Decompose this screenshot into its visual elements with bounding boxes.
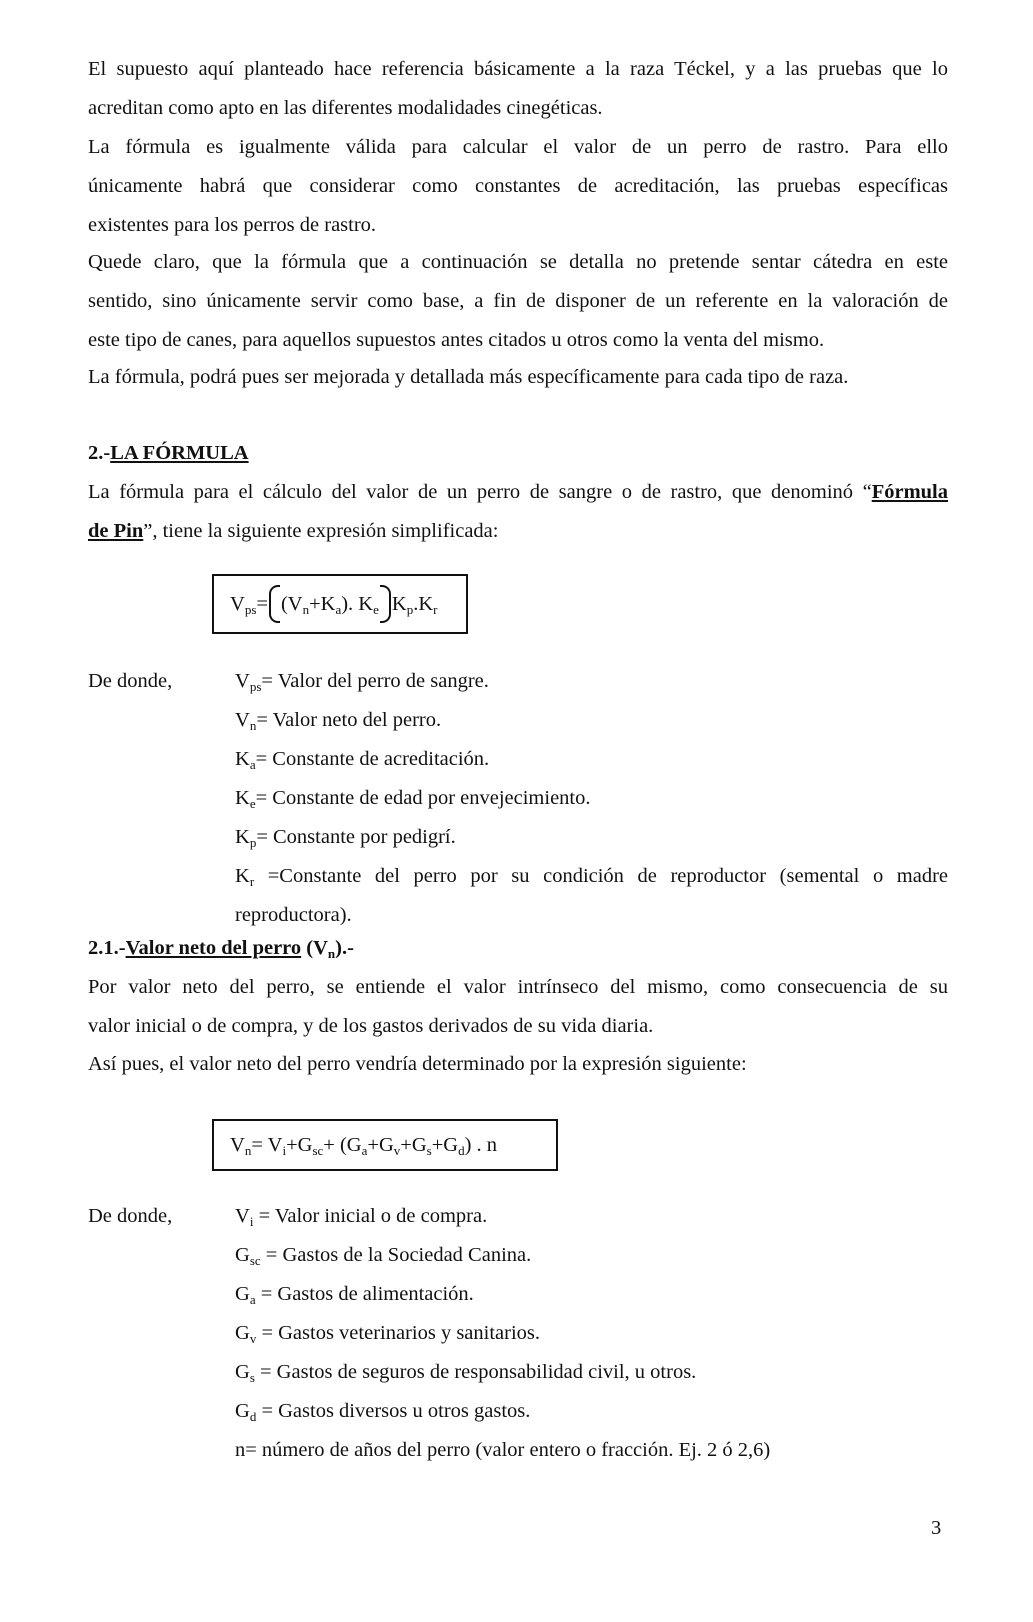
definition-item: [235, 1236, 948, 1275]
subscript: a: [361, 1142, 368, 1158]
subscript: v: [393, 1142, 401, 1158]
definitions-lead: De donde,: [88, 670, 173, 692]
subscript: s: [249, 1370, 255, 1385]
symbol: K: [391, 592, 407, 615]
definition-item: [235, 1392, 948, 1431]
symbol: K: [235, 826, 250, 848]
text-line: únicamente habrá que considerar como constantes de acreditación, las pruebas específicas: [88, 175, 948, 197]
intro-paragraph-2: [88, 128, 948, 245]
equals-sign: =: [256, 592, 268, 615]
subscript: n: [244, 1142, 252, 1158]
definition-item: [235, 701, 948, 740]
definition-text: = Gastos veterinarios y sanitarios.: [256, 1322, 541, 1344]
definition-text: = Gastos de la Sociedad Canina.: [260, 1244, 532, 1266]
symbol: V: [235, 670, 250, 692]
symbol: (V: [301, 937, 328, 959]
section-2-intro: [88, 473, 948, 551]
definition-text: = Gastos de alimentación.: [255, 1283, 474, 1305]
symbol: + (G: [323, 1133, 362, 1156]
symbol: V: [230, 1133, 245, 1156]
symbol: +G: [286, 1133, 313, 1156]
formula-inner: [281, 593, 379, 616]
intro-paragraph-3: [88, 243, 948, 360]
subscript: d: [458, 1142, 465, 1158]
formula-name-bold: de Pin: [88, 520, 144, 542]
definition-item-continued: reproductora).: [235, 904, 352, 926]
formula-vps: [230, 593, 268, 616]
section-2-1-paragraph-1: [88, 968, 948, 1046]
symbol: ) . n: [464, 1133, 498, 1156]
definition-text: = Valor del perro de sangre.: [261, 670, 489, 692]
text-line: sentido, sino únicamente servir como base, a fin de disponer de un referente en la valoración de: [88, 290, 948, 312]
subscript: v: [249, 1331, 257, 1346]
section-title: LA FÓRMULA: [110, 442, 249, 464]
definition-item: [235, 1353, 948, 1392]
subscript: ps: [249, 679, 262, 694]
formula-box-net-value: [212, 1119, 558, 1171]
symbol: (V: [280, 592, 303, 615]
definition-text: = Valor neto del perro.: [256, 709, 442, 731]
symbol: K: [235, 787, 250, 809]
text-line: este tipo de canes, para aquellos supuestos antes citados u otros como la venta del mismo.: [88, 329, 825, 351]
symbol: +G: [400, 1133, 427, 1156]
symbol: V: [235, 709, 250, 731]
section-number: 2.-: [88, 442, 111, 464]
symbol: K: [235, 748, 250, 770]
text-line: Por valor neto del perro, se entiende el valor intrínseco del mismo, como consecuencia de su: [88, 976, 948, 998]
formula-name-bold: Fórmula: [871, 481, 948, 503]
symbol: G: [235, 1244, 250, 1266]
subscript: a: [249, 1292, 256, 1307]
text-fragment: La fórmula para el cálculo del valor de un perro de sangre o de rastro, que denominó “: [88, 481, 872, 503]
symbol: +G: [431, 1133, 459, 1156]
subscript: i: [282, 1142, 287, 1158]
subscript: e: [249, 796, 256, 811]
section-2-1-paragraph-2: [88, 1045, 948, 1084]
symbol: V: [235, 1205, 250, 1227]
subscript: d: [249, 1409, 257, 1424]
section-2-1-heading: [88, 929, 354, 968]
subscript: sc: [249, 1253, 261, 1268]
text-line: El supuesto aquí planteado hace referencia básicamente a la raza Téckel, y a las pruebas que lo: [88, 58, 948, 80]
definition-item: n= número de años del perro (valor entero o fracción. Ej. 2 ó 2,6): [235, 1439, 771, 1461]
definition-item: [235, 818, 948, 857]
symbol: G: [235, 1400, 250, 1422]
definition-item: [235, 1197, 948, 1236]
section-2-heading: [88, 434, 249, 473]
formula-kp-kr: [392, 593, 438, 616]
definition-text: = Gastos de seguros de responsabilidad civil, u otros.: [254, 1361, 697, 1383]
text-line: Así pues, el valor neto del perro vendría determinado por la expresión siguiente:: [88, 1053, 747, 1075]
definitions-lead: De donde,: [88, 1205, 173, 1227]
subscript: r: [433, 601, 438, 617]
formula-box-pin: [212, 574, 468, 634]
definition-text: =Constante del perro por su condición de reproductor (semental o madre: [267, 865, 949, 887]
text-line: La fórmula es igualmente válida para calcular el valor de un perro de rastro. Para ello: [88, 136, 948, 158]
page-number: 3: [931, 1517, 942, 1539]
text-line: La fórmula, podrá pues ser mejorada y detallada más específicamente para cada tipo de raza.: [88, 366, 849, 388]
definitions-items: [235, 662, 948, 935]
symbol: V: [230, 592, 245, 615]
symbol: = V: [251, 1133, 283, 1156]
text-line: Quede claro, que la fórmula que a continuación se detalla no pretende sentar cátedra en este: [88, 251, 948, 273]
text-line: [88, 512, 948, 551]
subscript: p: [406, 601, 414, 617]
section-title: Valor neto del perro: [125, 937, 302, 959]
symbol: G: [235, 1283, 250, 1305]
left-bracket: [269, 585, 280, 623]
symbol: .K: [413, 592, 434, 615]
section-symbol: [301, 937, 354, 959]
definition-item: [235, 1275, 948, 1314]
subscript: a: [249, 757, 256, 772]
definition-text: = Constante por pedigrí.: [256, 826, 456, 848]
text-line: [88, 473, 948, 512]
symbol: ). K: [341, 592, 374, 615]
definition-item: [235, 1314, 948, 1353]
subscript: n: [302, 601, 310, 617]
symbol: G: [235, 1322, 250, 1344]
text-fragment: ”, tiene la siguiente expresión simplificada:: [143, 520, 499, 542]
right-bracket: [380, 585, 391, 623]
definition-item: [235, 662, 948, 701]
intro-paragraph-4: [88, 358, 948, 397]
subscript: p: [249, 835, 257, 850]
definition-text: = Valor inicial o de compra.: [253, 1205, 488, 1227]
text-line: valor inicial o de compra, y de los gastos derivados de su vida diaria.: [88, 1015, 654, 1037]
definition-item: [235, 740, 948, 779]
subscript: a: [335, 601, 342, 617]
subscript: e: [373, 601, 379, 617]
symbol: +K: [309, 592, 336, 615]
symbol: K: [235, 865, 250, 887]
definition-item: [235, 857, 948, 896]
subscript: r: [249, 874, 255, 889]
subscript: ps: [244, 601, 257, 617]
section-number: 2.1.-: [88, 937, 126, 959]
subscript: sc: [312, 1142, 324, 1158]
definition-text: = Gastos diversos u otros gastos.: [256, 1400, 531, 1422]
subscript: s: [426, 1142, 432, 1158]
definition-item: [235, 779, 948, 818]
text-line: acreditan como apto en las diferentes modalidades cinegéticas.: [88, 97, 603, 119]
subscript: i: [249, 1214, 254, 1229]
subscript: n: [249, 718, 257, 733]
definition-text: = Constante de edad por envejecimiento.: [255, 787, 591, 809]
subscript: n: [327, 946, 336, 961]
definitions-items: [235, 1197, 948, 1470]
symbol: G: [235, 1361, 250, 1383]
symbol: +G: [367, 1133, 394, 1156]
intro-paragraph-1: [88, 50, 948, 128]
formula-vn: [230, 1134, 497, 1157]
symbol: ).-: [335, 937, 354, 959]
definition-text: = Constante de acreditación.: [255, 748, 490, 770]
text-line: existentes para los perros de rastro.: [88, 214, 377, 236]
